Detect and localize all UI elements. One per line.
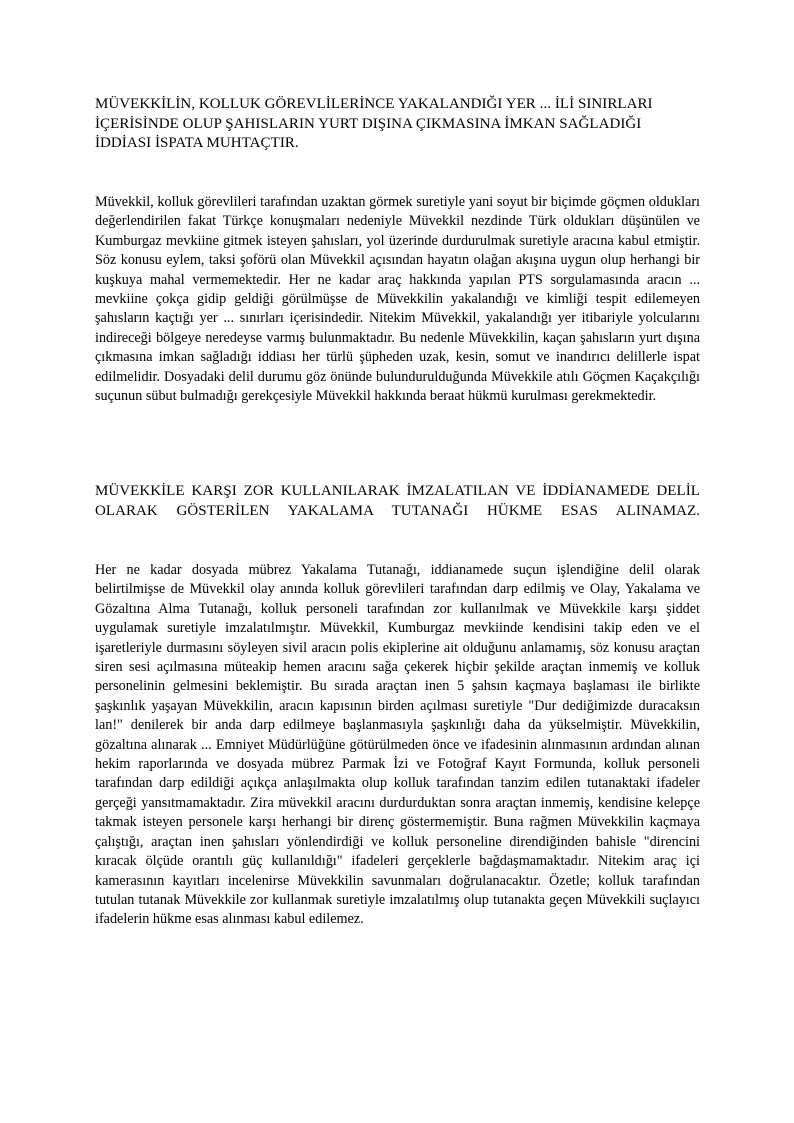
section-body-2: Her ne kadar dosyada mübrez Yakalama Tutanağı, iddianamede suçun işlendiğine delil olarak belirtilmişse de Müvekkil olay anında kolluk görevlileri tarafından darp edilmiş ve Olay, Yakalama ve Gözaltına Alma Tutanağı, kolluk personeli tarafından zor kullanılmak ve Müvekkile karşı şiddet uygulamak suretiyle imzalatılmıştır. Müvekkil, Kumburgaz mevkiinde kendisini takip eden ve el işaretleriyle durmasını söyleyen sivil aracın polis ekiplerine ait olduğunu anlamamış, söz konusu araçtan siren sesi açılmasına müteakip hemen aracını sağa çekerek hiçbir şekilde araçtan inmemiş ve kolluk personelinin gelmesini beklemiştir. Bu sırada araçtan inen 5 şahsın kaçmaya başlaması ile birlikte şaşkınlık yaşayan Müvekkilin, aracın kapısının birden açılması suretiyle "Dur dediğimizde duracaksın lan!" denilerek bir anda darp edilmeye başlanmasıyla şaşkınlığı daha da yükselmiştir. Müvekkilin, gözaltına alınarak ... Emniyet Müdürlüğüne götürülmeden önce ve ifadesinin alınmasının ardından alınan hekim raporlarında ve dosyada mübrez Parmak İzi ve Fotoğraf Kayıt Formunda, kolluk personeli tarafından darp edildiği açıkça anlaşılmakta olup kolluk tarafından tanzim edilen tutanaktaki ifadeler gerçeği yansıtmamaktadır. Zira müvekkil aracını durdurduktan sonra araçtan inmemiş, kendisine kelepçe takmak isteyen personele karşı herhangi bir direnç göstermemiştir. Buna rağmen Müvekkilin kaçmaya çalıştığı, araçtan inen şahısları yönlendirdiği ve kolluk personeline direndiğinden bahisle "direncini kıracak ölçüde orantılı güç kullanıldığı" ifadeleri gerçeklerle bağdaşmamaktadır. Nitekim araç içi kamerasının kayıtları incelenirse Müvekkilin savunmaları doğrulanacaktır. Özetle; kolluk tarafından tutulan tutanak Müvekkile zor kullanmak suretiyle imzalatılmış olup tutanakta geçen Müvekkili suçlayıcı ifadelerin hükme esas alınması kabul edilemez. [95, 562, 700, 928]
section-heading-2: MÜVEKKİLE KARŞI ZOR KULLANILARAK İMZALATILAN VE İDDİANAMEDE DELİL OLARAK GÖSTERİLEN YAKALAMA TUTANAĞI HÜKME ESAS ALINAMAZ. [95, 483, 700, 519]
section-body-1: Müvekkil, kolluk görevlileri tarafından uzaktan görmek suretiyle yani soyut bir biçimde göçmen oldukları değerlendirilen fakat Türkçe konuşmaları nedeniyle Müvekkil nezdinde Türk oldukları düşünülen ve Kumburgaz mevkiine gitmek isteyen şahısları, yol üzerinde durdurulmak suretiyle aracına kabul etmiştir. Söz konusu eylem, taksi şoförü olan Müvekkil açısından hayatın olağan akışına uygun olup herhangi bir kuşkuya mahal vermemektedir. Her ne kadar araç hakkında yapılan PTS sorgulamasında aracın ... mevkiine çokça gidip geldiği görülmüşse de Müvekkilin yakalandığı ve kimliği tespit edilemeyen şahısların kaçtığı yer ... sınırları içerisindedir. Nitekim Müvekkil, yakalandığı yer itibariyle yolcularını indireceği bölgeye neredeyse varmış bulunmaktadır. Bu nedenle Müvekkilin, kaçan şahısların yurt dışına çıkmasına imkan sağladığı iddiası her türlü şüpheden uzak, kesin, somut ve inandırıcı delillerle ispat edilmelidir. Dosyadaki delil durumu göz önünde bulundurulduğunda Müvekkile atılı Göçmen Kaçakçılığı suçunun sübut bulmadığı gerekçesiyle Müvekkil hakkında beraat hükmü kurulması gerekmektedir. [95, 194, 700, 405]
section-heading-1: MÜVEKKİLİN, KOLLUK GÖREVLİLERİNCE YAKALANDIĞI YER ... İLİ SINIRLARI İÇERİSİNDE OLUP ŞAHISLARIN YURT DIŞINA ÇIKMASINA İMKAN SAĞLADIĞI İDDİASI İSPATA MUHTAÇTIR. [95, 96, 653, 151]
